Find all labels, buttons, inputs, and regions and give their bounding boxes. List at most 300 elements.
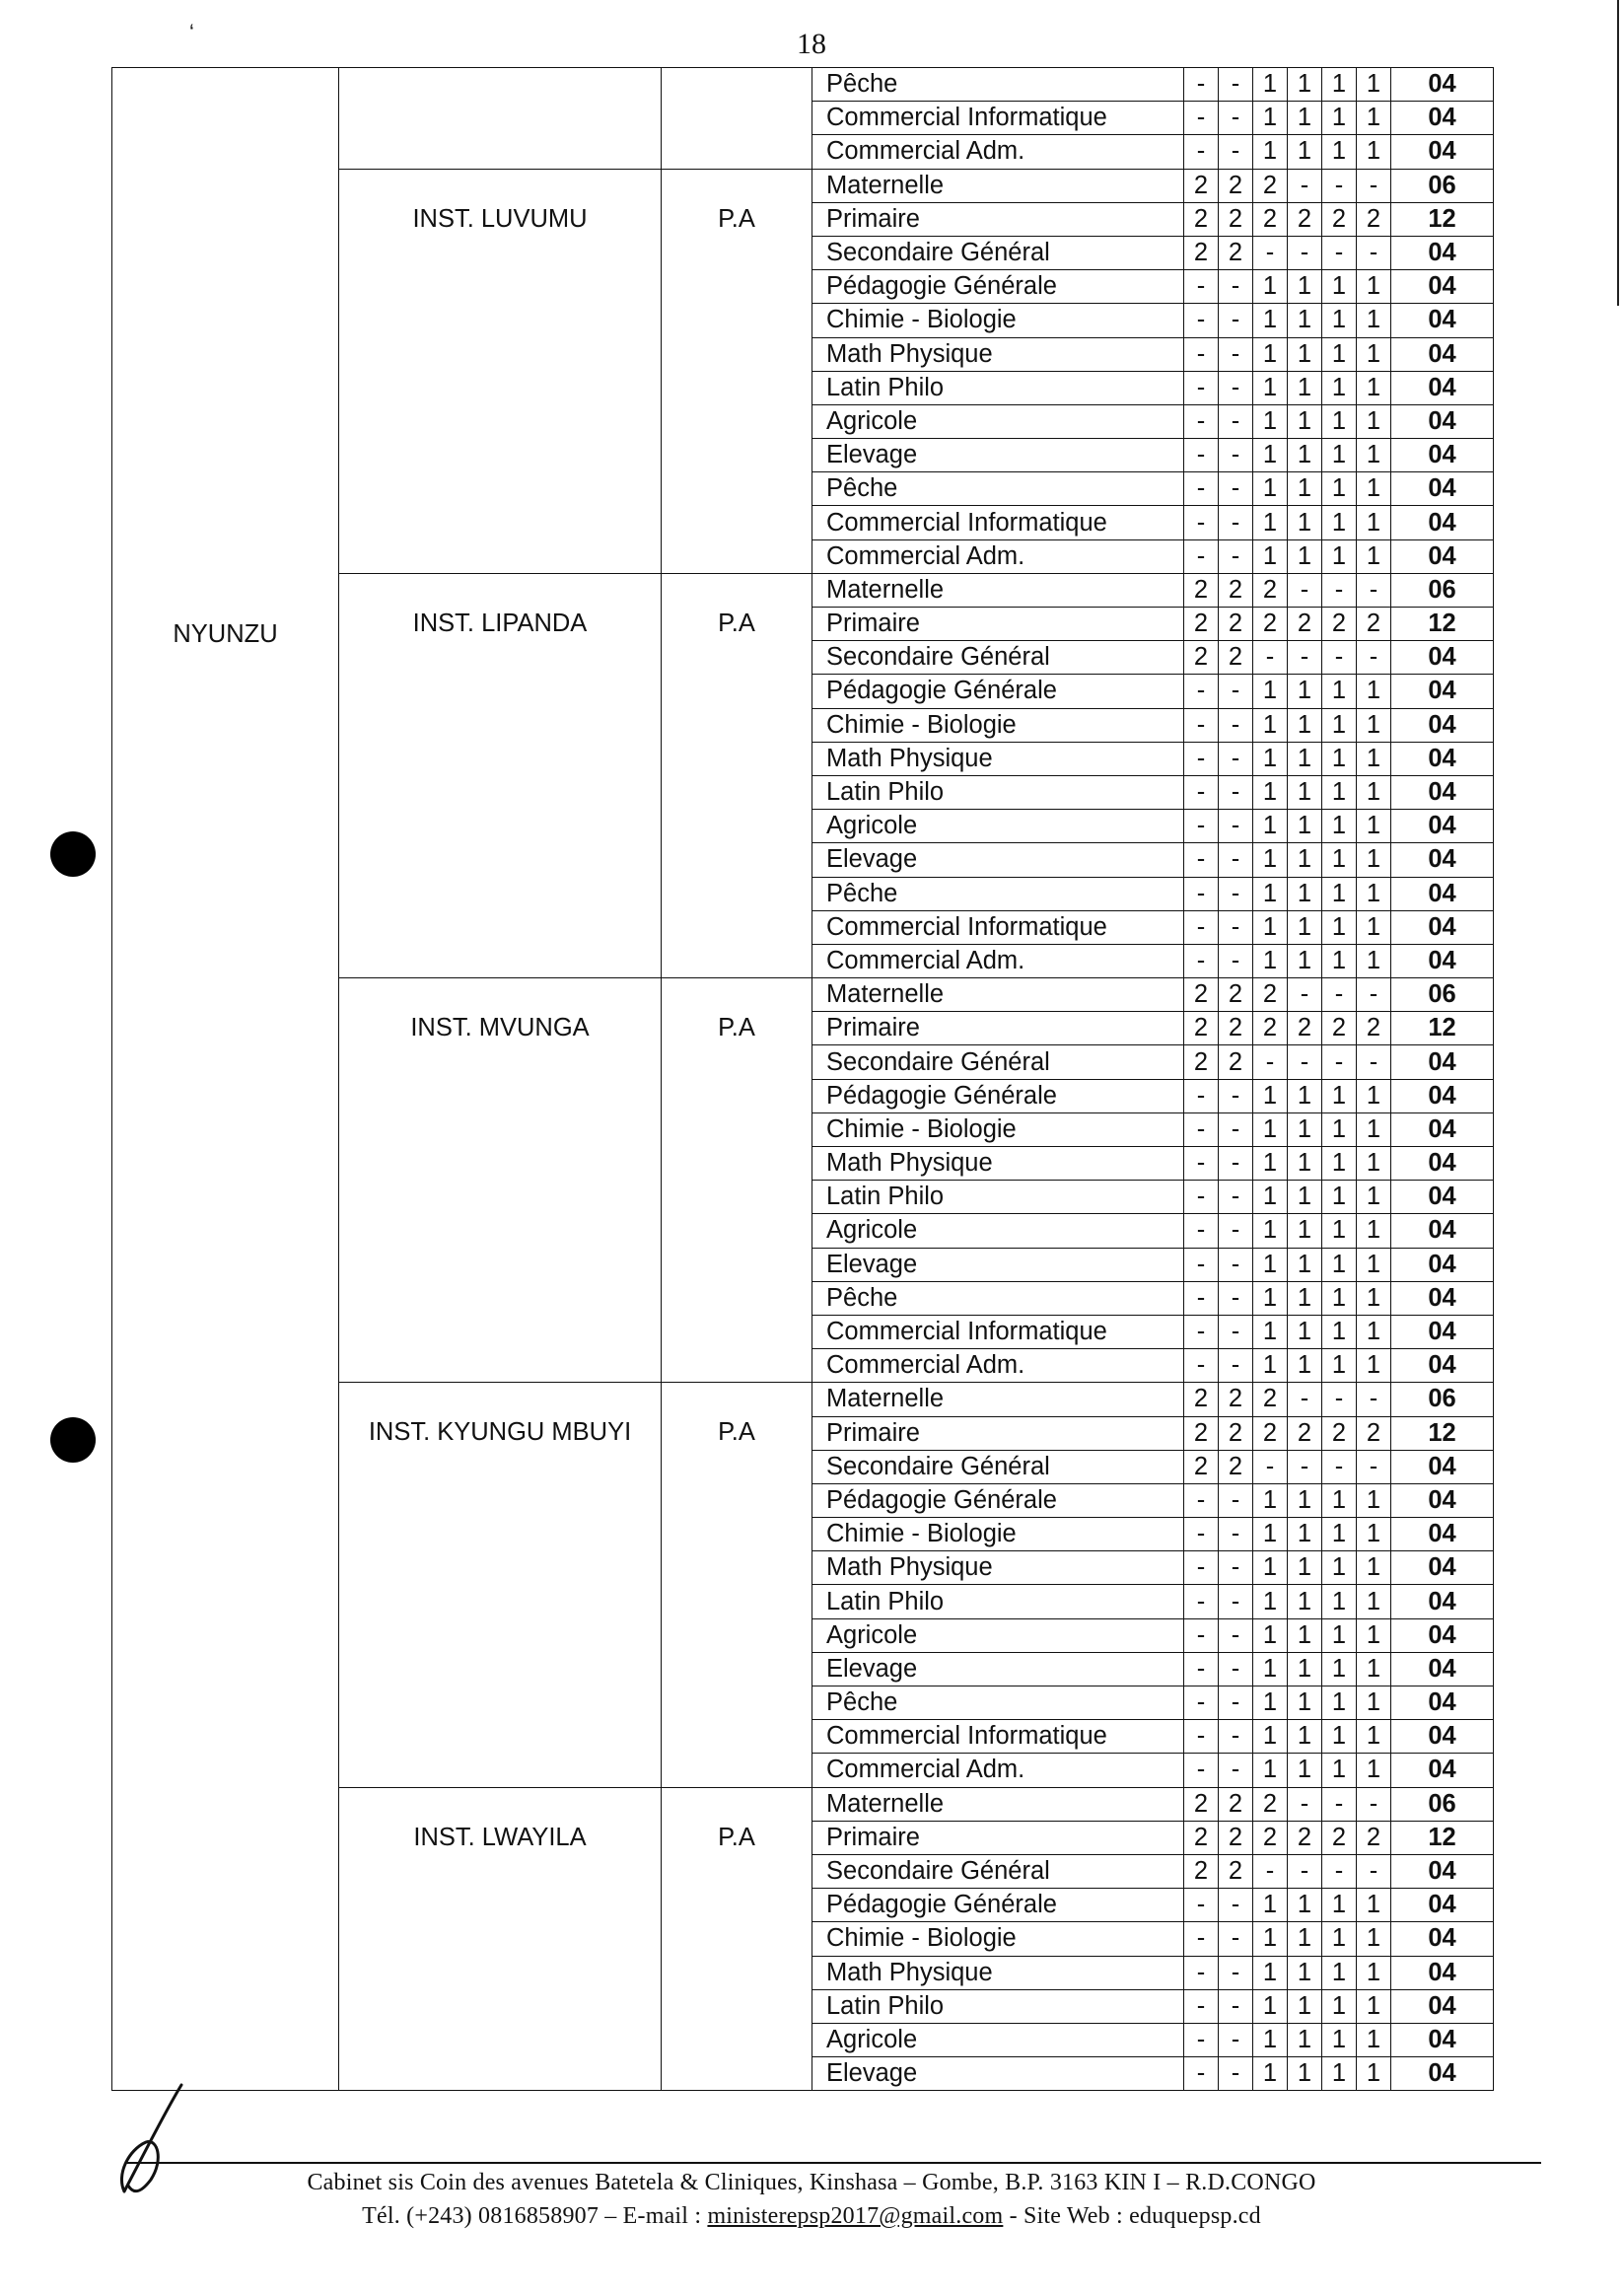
regime-cell: P.A [662, 169, 812, 573]
class-count-cell: 1 [1357, 1686, 1391, 1720]
class-count-cell: 1 [1288, 1754, 1322, 1787]
total-cell: 04 [1391, 472, 1494, 506]
total-cell: 04 [1391, 641, 1494, 675]
stray-mark: ‘ [189, 20, 194, 44]
class-count-cell: - [1219, 1720, 1253, 1754]
class-count-cell: 1 [1357, 1349, 1391, 1383]
class-count-cell: 2 [1184, 1787, 1219, 1821]
class-count-cell: - [1288, 978, 1322, 1012]
class-count-cell: 1 [1357, 135, 1391, 169]
total-cell: 04 [1391, 1079, 1494, 1112]
class-count-cell: - [1184, 708, 1219, 742]
class-count-cell: - [1219, 675, 1253, 708]
class-count-cell: 1 [1322, 270, 1357, 304]
class-count-cell: - [1322, 573, 1357, 607]
class-count-cell: 1 [1288, 1585, 1322, 1618]
page-edge-line [1617, 0, 1619, 306]
section-name-cell: Latin Philo [812, 1181, 1184, 1214]
class-count-cell: 1 [1322, 775, 1357, 809]
class-count-cell: 1 [1288, 68, 1322, 102]
class-count-cell: 1 [1357, 1720, 1391, 1754]
section-name-cell: Latin Philo [812, 371, 1184, 404]
class-count-cell: - [1184, 1652, 1219, 1686]
class-count-cell: 1 [1357, 2057, 1391, 2091]
class-count-cell: 1 [1357, 1214, 1391, 1248]
class-count-cell: 1 [1253, 304, 1288, 337]
total-cell: 04 [1391, 1214, 1494, 1248]
class-count-cell: 1 [1253, 775, 1288, 809]
total-cell: 04 [1391, 236, 1494, 269]
total-cell: 04 [1391, 1483, 1494, 1517]
footer-address: Cabinet sis Coin des avenues Batetela & Cliniques, Kinshasa – Gombe, B.P. 3163 KIN I – R.D.CONGO [307, 2170, 1316, 2195]
class-count-cell: 1 [1322, 1248, 1357, 1281]
class-count-cell: 1 [1253, 270, 1288, 304]
total-cell: 04 [1391, 304, 1494, 337]
class-count-cell: - [1219, 708, 1253, 742]
class-count-cell: - [1288, 573, 1322, 607]
class-count-cell: - [1219, 1112, 1253, 1146]
class-count-cell: - [1219, 1147, 1253, 1181]
class-count-cell: - [1184, 1079, 1219, 1112]
class-count-cell: - [1253, 1450, 1288, 1483]
class-count-cell: - [1219, 1956, 1253, 1989]
class-count-cell: 1 [1253, 877, 1288, 910]
class-count-cell: - [1219, 472, 1253, 506]
section-name-cell: Secondaire Général [812, 1045, 1184, 1079]
section-name-cell: Pédagogie Générale [812, 1079, 1184, 1112]
class-count-cell: 2 [1253, 1416, 1288, 1450]
class-count-cell: - [1184, 1686, 1219, 1720]
section-name-cell: Maternelle [812, 573, 1184, 607]
section-name-cell: Primaire [812, 608, 1184, 641]
class-count-cell: 1 [1357, 1652, 1391, 1686]
class-count-cell: 1 [1357, 1956, 1391, 1989]
section-name-cell: Pêche [812, 472, 1184, 506]
class-count-cell: - [1184, 1585, 1219, 1618]
total-cell: 04 [1391, 1754, 1494, 1787]
class-count-cell: 2 [1184, 236, 1219, 269]
class-count-cell: 1 [1288, 1686, 1322, 1720]
class-count-cell: 1 [1288, 944, 1322, 977]
class-count-cell: 1 [1253, 1720, 1288, 1754]
class-count-cell: - [1322, 1383, 1357, 1416]
school-name-cell: INST. KYUNGU MBUYI [339, 1383, 662, 1787]
class-count-cell: 1 [1288, 1248, 1322, 1281]
class-count-cell: 1 [1322, 2023, 1357, 2056]
section-name-cell: Commercial Adm. [812, 1349, 1184, 1383]
class-count-cell: 1 [1322, 675, 1357, 708]
class-count-cell: - [1322, 1450, 1357, 1483]
total-cell: 12 [1391, 1821, 1494, 1854]
total-cell: 04 [1391, 910, 1494, 944]
section-name-cell: Pédagogie Générale [812, 675, 1184, 708]
class-count-cell: 1 [1322, 1956, 1357, 1989]
class-count-cell: - [1219, 1652, 1253, 1686]
total-cell: 04 [1391, 539, 1494, 573]
allocation-table [111, 67, 1494, 2091]
class-count-cell: 1 [1253, 439, 1288, 472]
class-count-cell: 1 [1288, 1112, 1322, 1146]
section-name-cell: Elevage [812, 1652, 1184, 1686]
class-count-cell: 1 [1288, 472, 1322, 506]
class-count-cell: - [1219, 506, 1253, 539]
class-count-cell: 1 [1322, 304, 1357, 337]
total-cell: 04 [1391, 1315, 1494, 1348]
class-count-cell: 2 [1322, 608, 1357, 641]
section-name-cell: Agricole [812, 1618, 1184, 1652]
class-count-cell: - [1184, 371, 1219, 404]
total-cell: 04 [1391, 135, 1494, 169]
class-count-cell: - [1184, 1248, 1219, 1281]
total-cell: 06 [1391, 1383, 1494, 1416]
class-count-cell: - [1184, 68, 1219, 102]
class-count-cell: - [1288, 236, 1322, 269]
class-count-cell: - [1288, 641, 1322, 675]
class-count-cell: - [1322, 1045, 1357, 1079]
class-count-cell: 2 [1253, 978, 1288, 1012]
class-count-cell: 2 [1357, 1821, 1391, 1854]
class-count-cell: 1 [1288, 1889, 1322, 1922]
section-name-cell: Pédagogie Générale [812, 1889, 1184, 1922]
class-count-cell: 2 [1253, 1012, 1288, 1045]
class-count-cell: - [1219, 270, 1253, 304]
class-count-cell: 1 [1253, 1315, 1288, 1348]
class-count-cell: - [1184, 1754, 1219, 1787]
class-count-cell: 2 [1288, 608, 1322, 641]
class-count-cell: 1 [1288, 506, 1322, 539]
class-count-cell: 1 [1322, 1315, 1357, 1348]
class-count-cell: 1 [1322, 1147, 1357, 1181]
class-count-cell: 1 [1357, 1315, 1391, 1348]
total-cell: 04 [1391, 775, 1494, 809]
section-name-cell: Latin Philo [812, 1989, 1184, 2023]
total-cell: 06 [1391, 1787, 1494, 1821]
section-name-cell: Chimie - Biologie [812, 1112, 1184, 1146]
class-count-cell: - [1322, 641, 1357, 675]
class-count-cell: 2 [1219, 1450, 1253, 1483]
class-count-cell: 2 [1184, 169, 1219, 202]
class-count-cell: 1 [1288, 1214, 1322, 1248]
total-cell: 04 [1391, 439, 1494, 472]
class-count-cell: - [1219, 102, 1253, 135]
total-cell: 04 [1391, 742, 1494, 775]
section-name-cell: Maternelle [812, 169, 1184, 202]
total-cell: 04 [1391, 371, 1494, 404]
class-count-cell: 1 [1357, 404, 1391, 438]
class-count-cell: 1 [1322, 439, 1357, 472]
class-count-cell: 1 [1288, 2023, 1322, 2056]
class-count-cell: 1 [1357, 1518, 1391, 1551]
class-count-cell: 1 [1357, 944, 1391, 977]
class-count-cell: - [1219, 439, 1253, 472]
total-cell: 04 [1391, 1652, 1494, 1686]
class-count-cell: - [1219, 1686, 1253, 1720]
class-count-cell: 1 [1322, 1079, 1357, 1112]
class-count-cell: 1 [1288, 304, 1322, 337]
class-count-cell: - [1184, 1551, 1219, 1585]
class-count-cell: 1 [1253, 708, 1288, 742]
table-row [112, 68, 1494, 102]
class-count-cell: 1 [1322, 1889, 1357, 1922]
class-count-cell: - [1288, 169, 1322, 202]
class-count-cell: 1 [1357, 1112, 1391, 1146]
class-count-cell: - [1253, 1045, 1288, 1079]
total-cell: 04 [1391, 1585, 1494, 1618]
class-count-cell: 2 [1253, 169, 1288, 202]
class-count-cell: 1 [1253, 1214, 1288, 1248]
section-name-cell: Math Physique [812, 1147, 1184, 1181]
section-name-cell: Pêche [812, 68, 1184, 102]
class-count-cell: 1 [1322, 337, 1357, 371]
class-count-cell: 1 [1322, 1349, 1357, 1383]
total-cell: 04 [1391, 2057, 1494, 2091]
section-name-cell: Math Physique [812, 337, 1184, 371]
class-count-cell: 1 [1288, 439, 1322, 472]
class-count-cell: - [1219, 1618, 1253, 1652]
class-count-cell: 1 [1288, 102, 1322, 135]
class-count-cell: 2 [1219, 236, 1253, 269]
class-count-cell: - [1184, 810, 1219, 843]
class-count-cell: - [1357, 978, 1391, 1012]
class-count-cell: 1 [1322, 2057, 1357, 2091]
class-count-cell: 1 [1357, 1922, 1391, 1956]
class-count-cell: 1 [1288, 337, 1322, 371]
class-count-cell: - [1184, 742, 1219, 775]
class-count-cell: - [1219, 135, 1253, 169]
class-count-cell: 1 [1253, 1989, 1288, 2023]
class-count-cell: 1 [1288, 1989, 1322, 2023]
total-cell: 04 [1391, 68, 1494, 102]
class-count-cell: - [1219, 1889, 1253, 1922]
class-count-cell: - [1219, 337, 1253, 371]
class-count-cell: 1 [1357, 1989, 1391, 2023]
total-cell: 04 [1391, 337, 1494, 371]
class-count-cell: 2 [1357, 1416, 1391, 1450]
class-count-cell: 2 [1322, 1012, 1357, 1045]
class-count-cell: - [1184, 910, 1219, 944]
section-name-cell: Pêche [812, 1281, 1184, 1315]
total-cell: 04 [1391, 506, 1494, 539]
total-cell: 04 [1391, 1450, 1494, 1483]
class-count-cell: 1 [1253, 102, 1288, 135]
section-name-cell: Primaire [812, 1012, 1184, 1045]
total-cell: 04 [1391, 1248, 1494, 1281]
class-count-cell: 2 [1253, 202, 1288, 236]
total-cell: 06 [1391, 978, 1494, 1012]
total-cell: 04 [1391, 404, 1494, 438]
class-count-cell: - [1184, 1315, 1219, 1348]
class-count-cell: 1 [1288, 1922, 1322, 1956]
total-cell: 04 [1391, 708, 1494, 742]
class-count-cell: 1 [1357, 1585, 1391, 1618]
class-count-cell: 1 [1357, 1618, 1391, 1652]
class-count-cell: 1 [1288, 708, 1322, 742]
section-name-cell: Chimie - Biologie [812, 708, 1184, 742]
class-count-cell: 2 [1184, 1383, 1219, 1416]
total-cell: 04 [1391, 877, 1494, 910]
section-name-cell: Agricole [812, 2023, 1184, 2056]
class-count-cell: 1 [1253, 1585, 1288, 1618]
section-name-cell: Pêche [812, 1686, 1184, 1720]
class-count-cell: 1 [1322, 1618, 1357, 1652]
school-name-cell: INST. MVUNGA [339, 978, 662, 1383]
class-count-cell: 2 [1219, 608, 1253, 641]
class-count-cell: - [1219, 1551, 1253, 1585]
class-count-cell: 1 [1322, 539, 1357, 573]
class-count-cell: - [1184, 675, 1219, 708]
class-count-cell: 2 [1219, 1012, 1253, 1045]
class-count-cell: - [1219, 1518, 1253, 1551]
class-count-cell: 1 [1322, 102, 1357, 135]
class-count-cell: 1 [1357, 775, 1391, 809]
class-count-cell: - [1219, 1585, 1253, 1618]
class-count-cell: 2 [1288, 1416, 1322, 1450]
class-count-cell: 1 [1253, 1349, 1288, 1383]
class-count-cell: - [1184, 1518, 1219, 1551]
class-count-cell: 1 [1253, 135, 1288, 169]
class-count-cell: 1 [1322, 472, 1357, 506]
class-count-cell: - [1253, 236, 1288, 269]
class-count-cell: - [1184, 1147, 1219, 1181]
class-count-cell: - [1219, 2023, 1253, 2056]
section-name-cell: Pédagogie Générale [812, 270, 1184, 304]
class-count-cell: 1 [1322, 742, 1357, 775]
class-count-cell: 1 [1322, 1585, 1357, 1618]
total-cell: 04 [1391, 1147, 1494, 1181]
class-count-cell: 1 [1253, 1281, 1288, 1315]
class-count-cell: 1 [1288, 1956, 1322, 1989]
class-count-cell: 1 [1288, 1518, 1322, 1551]
class-count-cell: 1 [1288, 1281, 1322, 1315]
class-count-cell: 1 [1288, 742, 1322, 775]
class-count-cell: 1 [1357, 270, 1391, 304]
class-count-cell: 1 [1322, 843, 1357, 877]
class-count-cell: - [1184, 2023, 1219, 2056]
class-count-cell: 1 [1253, 2057, 1288, 2091]
total-cell: 04 [1391, 810, 1494, 843]
class-count-cell: 1 [1288, 2057, 1322, 2091]
class-count-cell: 1 [1322, 910, 1357, 944]
section-name-cell: Maternelle [812, 1383, 1184, 1416]
section-name-cell: Elevage [812, 439, 1184, 472]
class-count-cell: 1 [1357, 843, 1391, 877]
section-name-cell: Secondaire Général [812, 1450, 1184, 1483]
class-count-cell: 2 [1219, 573, 1253, 607]
class-count-cell: 1 [1357, 2023, 1391, 2056]
class-count-cell: - [1357, 1045, 1391, 1079]
section-name-cell: Maternelle [812, 978, 1184, 1012]
total-cell: 04 [1391, 1889, 1494, 1922]
class-count-cell: - [1253, 641, 1288, 675]
class-count-cell: 1 [1357, 439, 1391, 472]
section-name-cell: Secondaire Général [812, 236, 1184, 269]
section-name-cell: Primaire [812, 1416, 1184, 1450]
total-cell: 04 [1391, 1720, 1494, 1754]
class-count-cell: 1 [1288, 1551, 1322, 1585]
total-cell: 04 [1391, 102, 1494, 135]
class-count-cell: 1 [1288, 1147, 1322, 1181]
section-name-cell: Math Physique [812, 742, 1184, 775]
class-count-cell: 1 [1253, 1922, 1288, 1956]
class-count-cell: 2 [1253, 1383, 1288, 1416]
class-count-cell: - [1184, 1618, 1219, 1652]
total-cell: 04 [1391, 1181, 1494, 1214]
class-count-cell: 1 [1357, 1248, 1391, 1281]
class-count-cell: 2 [1184, 608, 1219, 641]
class-count-cell: 1 [1357, 304, 1391, 337]
class-count-cell: 1 [1322, 404, 1357, 438]
class-count-cell: 1 [1253, 1551, 1288, 1585]
class-count-cell: - [1219, 304, 1253, 337]
class-count-cell: 2 [1253, 573, 1288, 607]
total-cell: 04 [1391, 843, 1494, 877]
class-count-cell: 1 [1357, 742, 1391, 775]
total-cell: 04 [1391, 1281, 1494, 1315]
class-count-cell: 1 [1357, 708, 1391, 742]
class-count-cell: - [1219, 810, 1253, 843]
class-count-cell: 1 [1322, 1551, 1357, 1585]
class-count-cell: - [1184, 135, 1219, 169]
class-count-cell: 1 [1357, 539, 1391, 573]
class-count-cell: 1 [1253, 1112, 1288, 1146]
class-count-cell: 1 [1253, 1618, 1288, 1652]
class-count-cell: - [1219, 1079, 1253, 1112]
class-count-cell: 1 [1357, 102, 1391, 135]
class-count-cell: - [1219, 2057, 1253, 2091]
class-count-cell: 1 [1322, 1181, 1357, 1214]
class-count-cell: 1 [1357, 68, 1391, 102]
class-count-cell: - [1219, 371, 1253, 404]
class-count-cell: 1 [1253, 371, 1288, 404]
class-count-cell: 1 [1288, 775, 1322, 809]
class-count-cell: 1 [1253, 506, 1288, 539]
regime-cell: P.A [662, 978, 812, 1383]
class-count-cell: 1 [1288, 404, 1322, 438]
punch-hole [50, 1417, 96, 1463]
total-cell: 04 [1391, 944, 1494, 977]
school-name-cell: INST. LUVUMU [339, 169, 662, 573]
class-count-cell: 1 [1357, 675, 1391, 708]
regime-cell: P.A [662, 1787, 812, 2091]
class-count-cell: 1 [1253, 1147, 1288, 1181]
class-count-cell: 1 [1288, 270, 1322, 304]
class-count-cell: - [1219, 404, 1253, 438]
class-count-cell: - [1219, 775, 1253, 809]
class-count-cell: 2 [1184, 202, 1219, 236]
class-count-cell: - [1219, 1989, 1253, 2023]
class-count-cell: - [1219, 877, 1253, 910]
class-count-cell: - [1253, 1854, 1288, 1888]
section-name-cell: Math Physique [812, 1551, 1184, 1585]
section-name-cell: Commercial Informatique [812, 506, 1184, 539]
footer-email-link[interactable]: ministerepsp2017@gmail.com [707, 2203, 1004, 2229]
class-count-cell: 2 [1288, 202, 1322, 236]
class-count-cell: 2 [1184, 1854, 1219, 1888]
class-count-cell: 1 [1288, 675, 1322, 708]
class-count-cell: 1 [1253, 1248, 1288, 1281]
class-count-cell: - [1184, 506, 1219, 539]
class-count-cell: 1 [1357, 1483, 1391, 1517]
section-name-cell: Agricole [812, 1214, 1184, 1248]
footer-phone: Tél. (+243) 0816858907 – E-mail : [362, 2203, 708, 2229]
section-name-cell: Commercial Adm. [812, 1754, 1184, 1787]
class-count-cell: 2 [1219, 1821, 1253, 1854]
class-count-cell: 1 [1322, 1652, 1357, 1686]
section-name-cell: Pêche [812, 877, 1184, 910]
class-count-cell: 2 [1253, 1821, 1288, 1854]
total-cell: 04 [1391, 1618, 1494, 1652]
class-count-cell: - [1184, 843, 1219, 877]
